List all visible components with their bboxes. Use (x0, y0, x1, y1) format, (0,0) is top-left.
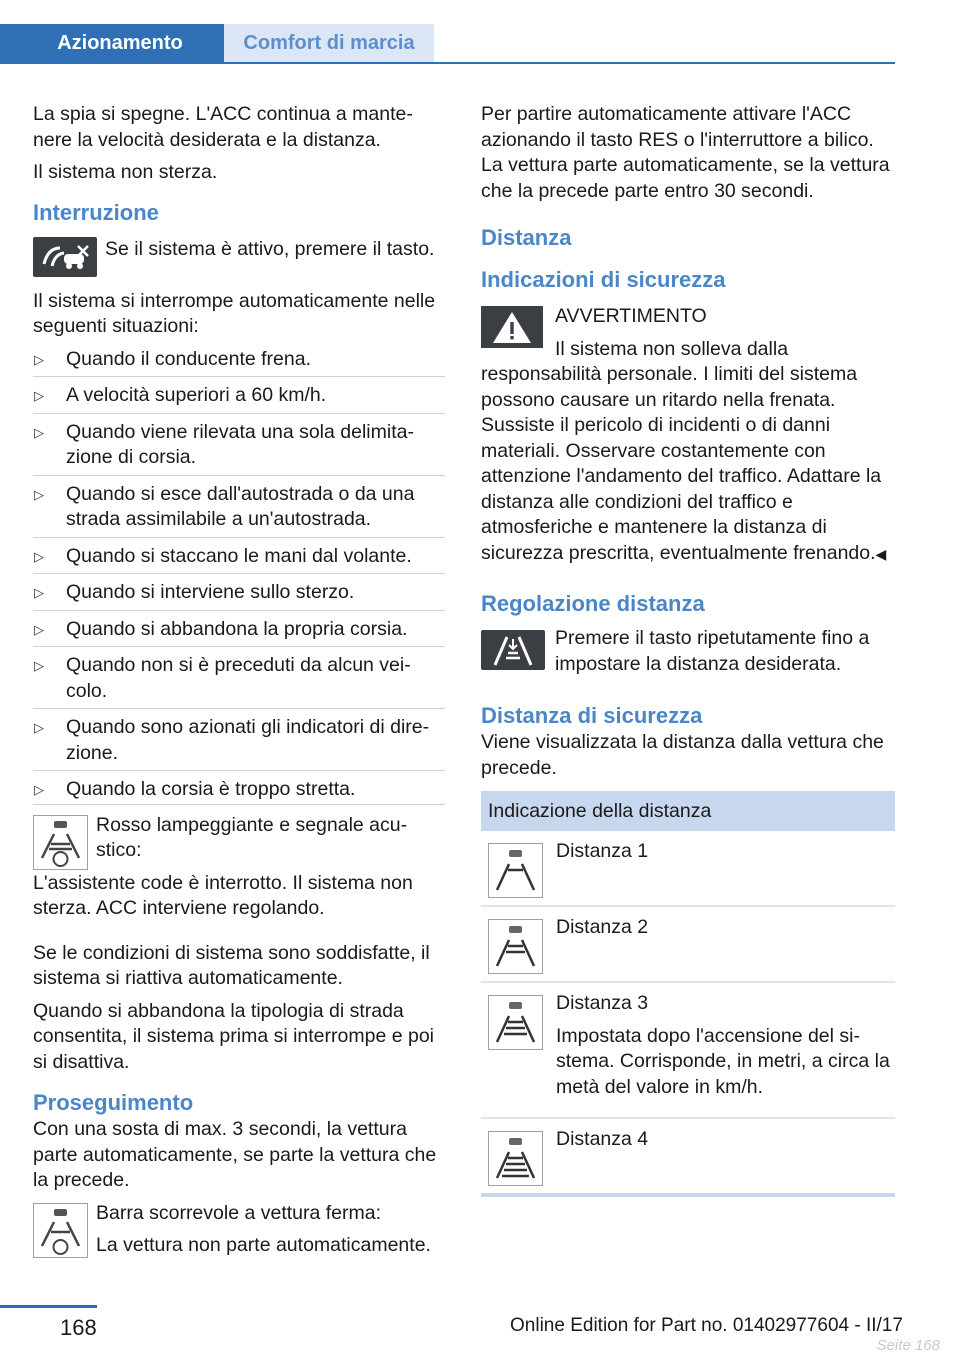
table-row (481, 983, 895, 1119)
paragraph: Quando si abbandona la tipologia di strada consentita, il sistema prima si interrompe e poi si disattiva. (33, 999, 434, 1073)
warning-block (481, 304, 895, 574)
paragraph: Per partire automaticamente attivare l'ACC azionando il tasto RES o l'interruttore a bilico. La vettura parte automaticamente, se la vettura che la precede parte entro 30 secondi. (481, 103, 890, 202)
paragraph: Rosso lampeggiante e segnale acustico: (96, 813, 408, 861)
distance-button-icon (481, 630, 545, 670)
row-label: Distanza 3 (556, 992, 649, 1014)
watermark: Seite 168 (876, 1337, 940, 1354)
paragraph: Se il sistema è attivo, premere il tasto. (105, 237, 435, 260)
warning-text: Il sistema non solleva dalla responsabilità personale. I limiti del sistema possono causare un ritardo nella frenata. Sussiste il pericolo di incidenti o di danni materiali. Osservare costantemente con attenzione l'andamento del traffico. Adattare la distanza alle condizioni del traffico e atmosferiche e mantenere la distanza di sicurezza prescritta, eventualmente frenando. (481, 337, 882, 564)
paragraph: Premere il tasto ripetutamente fino a impostare la distanza desiderata. (555, 627, 870, 675)
steering-assistant-interrupted-icon (33, 815, 88, 870)
warning-title: AVVERTIMENTO (555, 305, 707, 327)
heading-distanza-di-sicurezza: Distanza di sicurezza (481, 703, 703, 728)
paragraph: Barra scorrevole a vettura ferma: (96, 1201, 382, 1224)
paragraph: Se le condizioni di sistema sono soddisfatte, il sistema si riattiva automaticamente. (33, 941, 430, 989)
warning-indicator-block (33, 813, 445, 929)
paragraph: Viene visualizzata la distanza dalla vettura che precede. (481, 731, 884, 779)
row-note: Impostata dopo l'accensione del sistema. Corrisponde, in metri, a circa la metà del valore in km/h. (556, 1024, 890, 1098)
table-row (481, 907, 895, 983)
list-item: ▷ Quando si staccano le mani dal volante. (33, 544, 445, 575)
page-number: 168 (60, 1315, 97, 1340)
list-item: ▷ Quando viene rilevata una sola delimitazione di corsia. (33, 420, 445, 476)
paragraph: L'assistente code è interrotto. Il sistema non sterza. ACC interviene regolando. (33, 871, 413, 919)
row-label: Distanza 4 (556, 1128, 649, 1150)
paragraph: La spia si spegne. L'ACC continua a mantenere la velocità desiderata e la distanza. (33, 103, 413, 151)
distance-button-block (481, 626, 895, 684)
heading-proseguimento: Proseguimento (33, 1090, 194, 1115)
paragraph: Con una sosta di max. 3 secondi, la vettura parte automaticamente, se parte la vettura che la precede. (33, 1118, 437, 1191)
distance-1-icon (488, 843, 543, 898)
end-mark: ◀ (875, 545, 887, 562)
distance-table (481, 791, 895, 1197)
list-item: ▷ Quando si abbandona la propria corsia. (33, 617, 445, 648)
list-item: ▷ Quando non si è preceduti da alcun veicolo. (33, 653, 445, 709)
tab-comfort-di-marcia[interactable]: Comfort di marcia (224, 24, 434, 62)
warning-triangle-icon (481, 306, 543, 348)
list-item: ▷ A velocità superiori a 60 km/h. (33, 383, 445, 414)
row-label: Distanza 1 (556, 840, 649, 862)
distance-2-icon (488, 919, 543, 974)
list-item: ▷ Quando la corsia è troppo stretta. (33, 777, 445, 805)
distance-3-icon (488, 995, 543, 1050)
row-label: Distanza 2 (556, 916, 649, 938)
stationary-slider-icon (33, 1203, 88, 1258)
edition-note: Online Edition for Part no. 01402977604 - II/17 (510, 1315, 903, 1336)
acc-cancel-button-icon (33, 237, 97, 277)
list-item: ▷ Quando il conducente frena. (33, 347, 445, 378)
heading-indicazioni-sicurezza: Indicazioni di sicurezza (481, 267, 726, 292)
list-item: ▷ Quando sono azionati gli indicatori di direzione. (33, 715, 445, 771)
list-item: ▷ Quando si esce dall'autostrada o da una strada assimilabile a un'autostrada. (33, 482, 445, 538)
left-column (33, 102, 445, 1266)
list-item: ▷ Quando si interviene sullo sterzo. (33, 580, 445, 611)
table-header: Indicazione della distanza (481, 791, 895, 831)
heading-interruzione: Interruzione (33, 199, 159, 225)
right-column (481, 102, 895, 1197)
paragraph: La vettura non parte automaticamente. (96, 1234, 431, 1256)
header-tabs (0, 24, 895, 64)
paragraph: Il sistema non sterza. (33, 161, 218, 183)
slider-block (33, 1201, 445, 1266)
tab-azionamento[interactable]: Azionamento (0, 24, 224, 62)
button-instruction (33, 237, 445, 277)
table-row (481, 1119, 895, 1197)
heading-distanza: Distanza (481, 225, 572, 250)
distance-4-icon (488, 1131, 543, 1186)
table-row (481, 831, 895, 907)
interruption-list (33, 347, 445, 805)
footer-rule (0, 1305, 97, 1308)
heading-regolazione-distanza: Regolazione distanza (481, 591, 705, 616)
paragraph: Il sistema si interrompe automaticamente nelle seguenti situazioni: (33, 289, 436, 337)
